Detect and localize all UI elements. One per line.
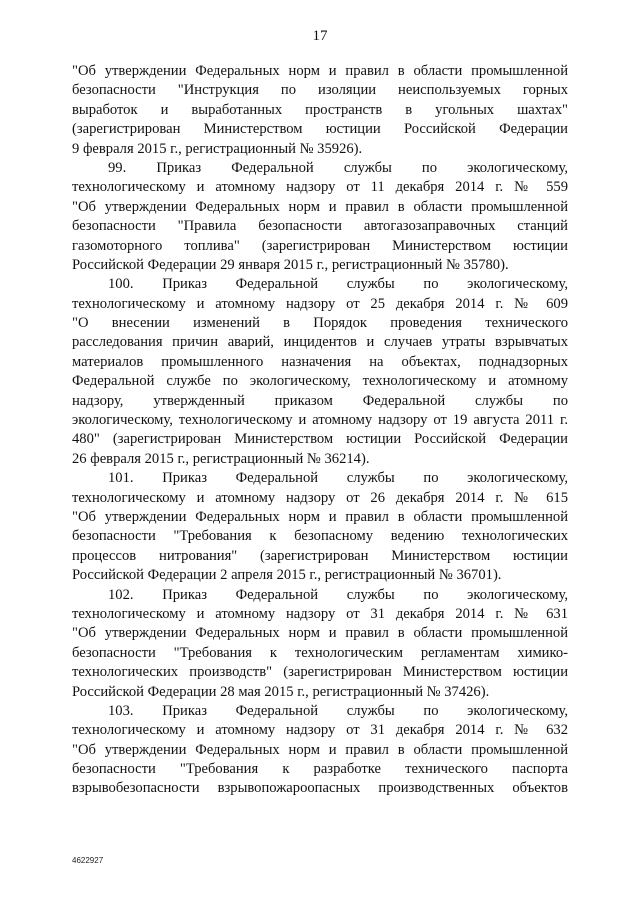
text-line: безопасности "Требования к безопасному ведению технологических	[72, 528, 568, 545]
text-line: процессов нитрования" (зарегистрирован Министерством юстиции	[72, 547, 568, 564]
text-line: безопасности "Требования к разработке технического паспорта	[72, 761, 568, 778]
text-line: Российской Федерации 2 апреля 2015 г., регистрационный № 36701).	[72, 567, 502, 584]
text-line: 100. Приказ Федеральной службы по экологическому,	[108, 276, 568, 293]
document-id: 4622927	[72, 856, 104, 865]
text-line: безопасности "Требования к технологическим регламентам химико-	[72, 644, 568, 661]
paragraph-103	[72, 702, 568, 799]
text-line: Российской Федерации 28 мая 2015 г., регистрационный № 37426).	[72, 683, 490, 700]
text-line: технологическому и атомному надзору от 11 декабря 2014 г. № 559	[72, 179, 568, 196]
text-line: 102. Приказ Федеральной службы по экологическому,	[108, 586, 568, 603]
text-line: газомоторного топлива" (зарегистрирован Министерством юстиции	[72, 237, 568, 254]
text-line: 99. Приказ Федеральной службы по экологическому,	[108, 159, 568, 176]
paragraph-98-continuation	[72, 62, 568, 159]
text-line: "Об утверждении Федеральных норм и правил в области промышленной	[72, 625, 568, 642]
text-line: материалов промышленного назначения на объектах, поднадзорных	[72, 353, 568, 370]
text-line: безопасности "Правила безопасности автогазозаправочных станций	[72, 218, 568, 235]
document-body	[72, 62, 568, 799]
text-line: "Об утверждении Федеральных норм и правил в области промышленной	[72, 741, 568, 758]
text-line: "Об утверждении Федеральных норм и правил в области промышленной	[72, 508, 568, 525]
text-line: технологическому и атомному надзору от 26 декабря 2014 г. № 615	[72, 489, 568, 506]
paragraph-100	[72, 275, 568, 469]
text-line: "Об утверждении Федеральных норм и правил в области промышленной	[72, 63, 568, 79]
text-line: технологическому и атомному надзору от 31 декабря 2014 г. № 631	[72, 605, 568, 622]
text-line: экологическому, технологическому и атомному надзору от 19 августа 2011 г.	[72, 412, 568, 429]
paragraph-102	[72, 586, 568, 702]
text-line: выработок и выработанных пространств в угольных шахтах"	[72, 101, 568, 118]
text-line: безопасности "Инструкция по изоляции неиспользуемых горных	[72, 82, 568, 99]
text-line: 103. Приказ Федеральной службы по экологическому,	[108, 702, 568, 719]
text-line: надзору, утвержденный приказом Федеральной службы по	[72, 392, 568, 409]
text-line: 480" (зарегистрирован Министерством юстиции Российской Федерации	[72, 431, 568, 448]
text-line: технологическому и атомному надзору от 25 декабря 2014 г. № 609	[72, 295, 568, 312]
text-line: Российской Федерации 29 января 2015 г., регистрационный № 35780).	[72, 256, 509, 273]
text-line: 9 февраля 2015 г., регистрационный № 35926).	[72, 140, 363, 157]
text-line: Федеральной службе по экологическому, технологическому и атомному	[72, 373, 568, 390]
text-line: "О внесении изменений в Порядок проведения технического	[72, 315, 568, 332]
text-line: технологическому и атомному надзору от 31 декабря 2014 г. № 632	[72, 722, 568, 739]
text-line: "Об утверждении Федеральных норм и правил в области промышленной	[72, 198, 568, 215]
text-line: 101. Приказ Федеральной службы по экологическому,	[108, 470, 568, 487]
text-line: технологических производств" (зарегистрирован Министерством юстиции	[72, 664, 568, 681]
text-line: взрывобезопасности взрывопожароопасных производственных объектов	[72, 780, 568, 797]
page-number: 17	[312, 28, 328, 44]
text-line: 26 февраля 2015 г., регистрационный № 36214).	[72, 450, 370, 467]
paragraph-99	[72, 159, 568, 275]
text-line: расследования причин аварий, инцидентов и случаев утраты взрывчатых	[72, 334, 568, 351]
text-line: (зарегистрирован Министерством юстиции Российской Федерации	[72, 121, 568, 138]
paragraph-101	[72, 469, 568, 585]
